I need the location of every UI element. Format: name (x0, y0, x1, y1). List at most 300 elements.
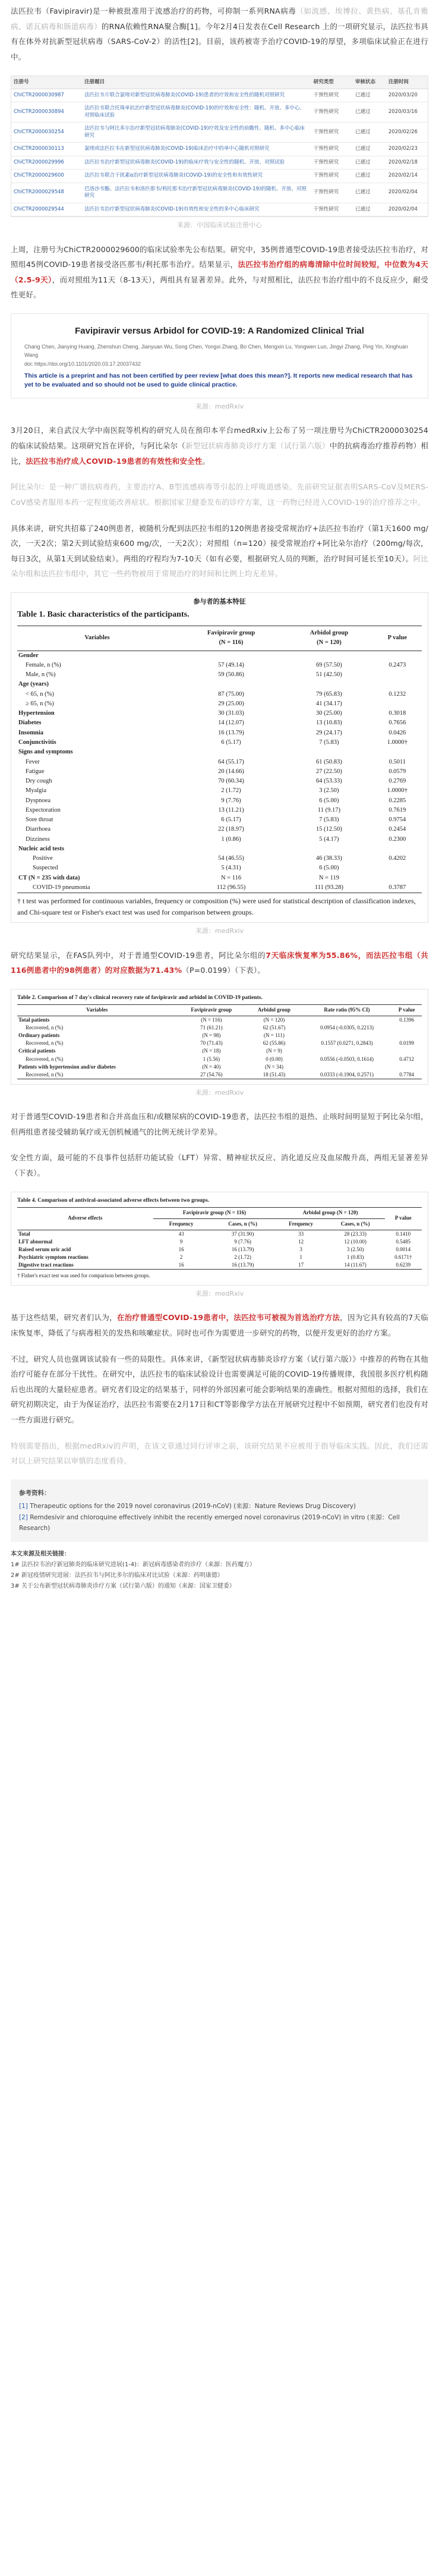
table1-row-label: Conjunctivitis (18, 739, 56, 746)
table1-cell: 30 (25.00) (316, 710, 342, 717)
reference-number: [1] (19, 1503, 28, 1510)
table3-row (17, 1238, 422, 1246)
table1-cell (373, 874, 422, 883)
table1-cell: 0.2769 (389, 778, 406, 785)
paragraph-trial-intro (11, 423, 428, 469)
table1-cell: 0.2300 (389, 835, 406, 843)
references-label: 参考资料： (19, 1489, 50, 1497)
table3-cell: 16 (153, 1261, 210, 1270)
table1-row (17, 718, 422, 728)
table2-cell (302, 1016, 391, 1025)
table2-row (17, 1047, 422, 1055)
table2-cell (302, 1063, 391, 1071)
table1-cell: 29 (25.00) (218, 700, 244, 707)
table1-cell: 51 (42.50) (316, 671, 342, 678)
table1-cell: 70 (60.34) (218, 778, 244, 785)
trial-row (11, 183, 428, 203)
table2-cell: (N = 116) (201, 1017, 222, 1023)
table2-cell: (N = 34) (264, 1063, 284, 1070)
table2-cell (391, 1024, 422, 1032)
table1-cell: 5 (4.31) (221, 865, 241, 872)
trial-date: 2020/02/04 (386, 183, 428, 203)
table1-box (11, 592, 428, 923)
table1-row-label: Gender (18, 652, 39, 659)
table1-row-label: Hypertension (18, 710, 55, 717)
table1-cell: 11 (9.17) (317, 806, 340, 813)
table2-cell: (N = 98) (202, 1032, 221, 1039)
table3-row (17, 1246, 422, 1254)
table3-cell: 0.5485 (396, 1238, 411, 1245)
table1-cell (177, 747, 285, 757)
table1-cell: 6 (5.00) (319, 865, 339, 872)
p2-highlight: 法匹拉韦治疗组的病毒清除中位时间较短，中位数为4天（2.5-9天） (11, 260, 429, 284)
table3-cell: 28 (23.33) (344, 1230, 367, 1237)
table2-cell: 0.0954 (-0.0305, 0.2213) (320, 1025, 374, 1031)
p3-text-b: 中的抗病毒治疗推荐药物）相比， (11, 441, 428, 466)
trial-title-link[interactable]: 法匹拉韦片联合氯喹对新型冠状病毒肺炎(COVID-19)患者的疗效和安全性的随机对照研究 (82, 89, 311, 102)
table2-cell: 0.1396 (399, 1017, 414, 1023)
reference-number: [2] (19, 1513, 28, 1521)
table2-header-cell: Favipiravir group (177, 1005, 247, 1016)
table3-row-label: LFT abnormal (18, 1238, 53, 1245)
table1-cell: 79 (65.83) (316, 690, 342, 698)
table2-cell: 1 (5.56) (203, 1055, 220, 1062)
table2-cell: 0.1557 (0.0271, 0.2843) (321, 1040, 373, 1047)
table1-row (17, 806, 422, 815)
table3-row (17, 1230, 422, 1238)
table1-row-label: Nucleic acid tests (18, 845, 64, 852)
table1-cell: 6 (5.17) (221, 739, 241, 746)
table2-row-label: Recovered, n (%) (26, 1055, 64, 1062)
trial-row (11, 156, 428, 169)
trial-date: 2020/02/14 (386, 169, 428, 183)
table1-cell: 5 (4.17) (319, 835, 339, 843)
table1-cell: 0.9754 (389, 816, 406, 824)
table1-cell: N = 116 (220, 874, 242, 881)
table3-cell: 0.0014 (396, 1246, 411, 1252)
p3-text-a: 3月20日，来自武汉大学中南医院等机构的研究人员在预印本平台medRxiv上公布了另一项注册号为ChiCTR2000030254的临床试验结果。这项研究旨在评价，与阿比朵尔（ (11, 426, 428, 451)
p9-text-c: ，因为它具有较高的7天临床恢复率，降低了与病毒相关的发热和咳嗽症状。同时也可作为需要进一步研究的药物，以便开发更好的治疗方案。 (11, 1313, 428, 1337)
paper-preprint-warning: This article is a preprint and has not been certified by peer review [what does this mean?]. It reports new medical research that has yet to be evaluated and so should not be used to guide clinical practice. (24, 372, 413, 388)
table1-cell: 1.0000† (387, 787, 408, 794)
table1-cell: 0.2454 (389, 826, 406, 833)
intro-paragraph (11, 4, 428, 65)
table2-cell: 71 (61.21) (200, 1025, 223, 1031)
table2-row (17, 1039, 422, 1047)
table3-row (17, 1261, 422, 1270)
table3-header-cell: P value (385, 1207, 422, 1230)
trial-title-link[interactable]: 法匹拉韦联合干扰素α治疗新型冠状病毒肺炎(COVID-19)的安全性和有效性研究 (82, 169, 311, 183)
p3-highlight: 法匹拉韦治疗成人COVID-19患者的有效性和安全性 (26, 456, 203, 466)
table2-cell (391, 1063, 422, 1071)
intro-text-end: 的RNA依赖性RNA聚合酶[1]。今年2月4日发表在Cell Research 上的一项研究显示，法匹拉韦具有在体外对抗新型冠状病毒（SARS-CoV-2）的活性[2]。目前，该药被寄予治疗COVID-19的厚望，多项临床试验正在进行中。 (11, 21, 428, 61)
table3-cell: 37 (31.90) (231, 1230, 254, 1237)
reference-text[interactable]: Therapeutic options for the 2019 novel coronavirus (2019-nCoV) (来源：Nature Reviews Drug Discovery) (30, 1503, 356, 1510)
table1-cell: 6 (5.17) (221, 816, 241, 824)
table1-cell: 0.7656 (389, 720, 406, 727)
table1-row-label: Insomnia (18, 729, 44, 736)
trial-registration-link[interactable]: ChiCTR2000030113 (11, 143, 82, 156)
trial-row (11, 122, 428, 143)
p5-muted: 阿比朵尔组和法匹拉韦组中，其它一些药物被用于常规治疗的时间和比例上均无差异。 (11, 554, 428, 579)
table2-row-label: Recovered, n (%) (26, 1040, 64, 1047)
table1-row-label: Diarrhoea (26, 826, 50, 833)
trial-status: 已通过 (353, 156, 386, 169)
table1-cell: 0.1232 (389, 690, 406, 698)
table3-cell: 12 (10.00) (344, 1238, 367, 1245)
table1-row-label: Fatigue (26, 768, 45, 775)
table1-cell (285, 651, 372, 661)
table1-row (17, 758, 422, 767)
table2-cell: 0.0199 (399, 1040, 414, 1047)
trial-registration-link[interactable]: ChiCTR2000030987 (11, 89, 82, 102)
trial-registration-link[interactable]: ChiCTR2000029996 (11, 156, 82, 169)
table2-row (17, 1016, 422, 1025)
table3-cell: 33 (298, 1230, 304, 1237)
table2-row-label: Patients with hypertension and/or diabetes (18, 1063, 116, 1070)
trial-date: 2020/02/18 (386, 156, 428, 169)
table3-cell: 1 (299, 1254, 302, 1260)
table1-cell: 64 (55.17) (218, 758, 244, 765)
table1-row (17, 863, 422, 873)
table1-cell: 20 (14.66) (218, 768, 244, 775)
reference-text[interactable]: Remdesivir and chloroquine effectively inhibit the recently emerged novel coronavirus (2019-nCoV) in vitro (来源：Cell Research) (19, 1513, 400, 1532)
table1-cell: 0.7619 (389, 806, 406, 813)
table2-source: 来源：medRxiv (195, 1088, 244, 1097)
table1-row-label: Dizziness (26, 835, 50, 843)
trial-status: 已通过 (353, 169, 386, 183)
table3-subheader-cell: Frequency (276, 1218, 326, 1230)
table1-header-cell: Favipiravir group (N = 116) (177, 626, 285, 651)
table1-cell (373, 651, 422, 661)
p6-text-c: （P=0.0199）（下表）。 (182, 966, 266, 975)
table3-cell: 9 (179, 1238, 183, 1245)
p2-text-a: 上周，注册号为ChiCTR2000029600的临床试验率先公布结果。研究中，35例普通型COVID-19患者接受法匹拉韦治疗，对照组45例COVID-19患者接受洛匹那韦/利托那韦治疗。结果显示， (11, 244, 428, 269)
table1-row (17, 680, 422, 689)
paragraph-arbidol-note: 阿比朵尔：是一种广谱抗病毒药，主要治疗A、B型流感病毒等引起的上呼吸道感染。先前研究证据表明SARS-CoV及MERS-CoV感染者服用本药一定程度能改善症状。根据国家卫健委发布的诊疗方案，这一药物已经进入COVID-19的治疗推荐之中。 (11, 482, 428, 507)
trial-registration-link[interactable]: ChiCTR2000029600 (11, 169, 82, 183)
trial-type: 干预性研究 (311, 156, 353, 169)
trial-title-link[interactable]: 法匹拉韦治疗新型冠状病毒肺炎(COVID-19)有效性和安全性的多中心临床研究 (82, 203, 311, 216)
paper-header (11, 313, 428, 398)
table1-cell: 30 (31.03) (218, 710, 244, 717)
trial-type: 干预性研究 (311, 203, 353, 216)
table3-cell: 9 (7.76) (234, 1238, 251, 1245)
table1-row (17, 738, 422, 747)
related-link[interactable]: 2# 新冠疫情研究进展：法匹拉韦与阿比多尔的临床对比试验（来源：药明康德） (11, 1572, 223, 1579)
table1-cell (285, 680, 372, 689)
table1-cell (373, 670, 422, 680)
table1-row-label: Positive (33, 855, 53, 862)
table2-cell: (N = 40) (202, 1063, 221, 1070)
table1-top-title: 参与者的基本特征 (193, 598, 246, 606)
related-label: 本文来源及相关链接： (11, 1551, 70, 1558)
table2-cell: (N = 18) (202, 1048, 221, 1054)
table1-cell (177, 844, 285, 854)
table3-row-label: Raised serum uric acid (18, 1246, 71, 1252)
related-link[interactable]: 3# 关于公布新型冠状病毒肺炎诊疗方案（试行第六版）的通知（来源：国家卫健委） (11, 1583, 235, 1590)
table1-row-label: Myalgia (26, 787, 46, 794)
table1-row (17, 651, 422, 661)
table1-cell: 61 (50.83) (316, 758, 342, 765)
p3-text-d: 。 (202, 456, 210, 466)
table2-cell: 70 (71.43) (200, 1040, 223, 1047)
table1 (17, 626, 422, 893)
table2-cell: 0.0333 (-0.1904, 0.2571) (302, 1071, 391, 1079)
table2-cell: 0.4712 (399, 1055, 414, 1062)
table1-cell (285, 844, 372, 854)
table3-cell: 16 (13.79) (231, 1246, 254, 1252)
table3-caption: Table 4. Comparison of antiviral-associated adverse effects between two groups. (17, 1197, 210, 1204)
table3-header-cell: Adverse effects (17, 1207, 153, 1230)
trial-registration-link[interactable]: ChiCTR2000030894 (11, 102, 82, 122)
table2-row (17, 1063, 422, 1071)
trial-title-link[interactable]: 法匹拉韦联合托珠单抗治疗新型冠状病毒肺炎(COVID-19)的疗效和安全性：随机、开放、多中心、对照临床试验 (82, 102, 311, 122)
table2-row-label: Ordinary patients (18, 1032, 60, 1039)
table2-box (11, 989, 428, 1085)
trial-status: 已通过 (353, 203, 386, 216)
table1-row (17, 835, 422, 844)
table1-cell: 46 (38.33) (316, 855, 342, 862)
reference-item (19, 1501, 420, 1512)
paper-title: Favipiravir versus Arbidol for COVID-19: A Randomized Clinical Trial (75, 326, 364, 337)
table2-cell (391, 1032, 422, 1039)
related-list (11, 1560, 428, 1592)
table1-cell (373, 844, 422, 854)
table2-row (17, 1055, 422, 1063)
table2-cell (302, 1032, 391, 1039)
table2-header-cell: Arbidol group (246, 1005, 302, 1016)
table1-header-cell: Arbidol group (N = 120) (285, 626, 372, 651)
trial-status: 已通过 (353, 89, 386, 102)
table3-subheader-cell: Cases, n (%) (326, 1218, 385, 1230)
table3-cell: 12 (298, 1238, 304, 1245)
table1-cell: N = 119 (318, 874, 339, 881)
trials-table (11, 76, 428, 217)
table1-row-label: Suspected (33, 865, 58, 872)
table1-row-label: Male, n (%) (26, 671, 56, 678)
p5-text-a: 具体来讲，研究共招募了240例患者，被随机分配到法匹拉韦组的120例患者接受常规治疗+法匹拉韦治疗（第1天1600 mg/次，一天2次；第2天到试验结束600 mg/次，一天2次）；对照组（n=120）接受常规治疗+阿比朵尔治疗（200mg/每次，每日3次，从第1天到试验结束）。两组的疗程均为7-10天（如有必要，根据研究人员的判断，治疗时间可延长至10天）。 (11, 523, 428, 563)
table1-row (17, 777, 422, 786)
table3-cell: 3 (299, 1246, 302, 1252)
trial-registration-link[interactable]: ChiCTR2000030254 (11, 122, 82, 143)
table1-row-label: Signs and symptoms (18, 749, 73, 756)
table1-row (17, 690, 422, 699)
table2-cell: (N = 111) (264, 1032, 285, 1039)
table3-cell: 17 (276, 1261, 326, 1270)
trials-header-cell: 审核状态 (353, 76, 386, 89)
table2-cell: 27 (54.76) (177, 1071, 247, 1079)
paragraph-disclaimer: 特别需要指出，根据medRxiv的声明，在该文章通过同行评审之前，该研究结果不应被用于指导临床实践。因此，我们还需对以上研究结果以审慎的态度看待。 (11, 1441, 428, 1466)
table1-cell (373, 680, 422, 689)
paragraph-method (11, 521, 428, 582)
table1-cell: 2 (1.72) (221, 787, 241, 794)
table1-row (17, 699, 422, 709)
table1-row (17, 670, 422, 680)
intro-text-muted: （如流感、埃博拉、黄热病、基孔肯雅病、诺瓦病毒和肠道病毒） (11, 7, 428, 31)
p6-highlight: 7天临床恢复率为55.86%，而法匹拉韦组（共116例患者中的98例患者）的对应数据为71.43% (11, 950, 428, 975)
table1-cell: 16 (13.79) (218, 729, 244, 736)
article (0, 4, 439, 1598)
table2-cell: (N = 9) (266, 1048, 282, 1054)
table3-cell: 16 (178, 1246, 184, 1252)
related-link[interactable]: 1# 法匹拉韦治疗新冠肺炎的临床研究进展(1-4)：新冠病毒感染者的诊疗（来源：医药魔方） (11, 1562, 256, 1569)
table2-cell: 18 (51.43) (246, 1071, 302, 1079)
table1-cell: 59 (50.86) (218, 671, 244, 678)
trial-title-link[interactable]: 法匹拉韦与阿比多尔治疗新型冠状病毒肺炎(COVID-19)疗效及安全性的前瞻性、随机、多中心临床研究 (82, 122, 311, 143)
table3-cell: 14 (11.67) (326, 1261, 385, 1270)
table1-cell: 64 (53.33) (316, 778, 342, 785)
trial-status: 已通过 (353, 122, 386, 143)
table2-row (17, 1071, 422, 1079)
paragraph-first-results (11, 242, 428, 303)
table1-cell: 13 (10.83) (316, 720, 342, 727)
paragraph-symptoms: 对于普通型COVID-19患者和合并高血压和/或糖尿病的COVID-19患者，法匹拉韦组的退热、止咳时间明显短于阿比朵尔组，但两组患者接受辅助氧疗或无创机械通气的比例无统计学差异。 (11, 1112, 428, 1136)
table1-header-cell: Variables (17, 626, 177, 651)
table2-cell: 62 (55.86) (263, 1040, 286, 1047)
table1-cell: 7 (5.83) (319, 816, 339, 824)
p9-text-a: 基于这些结果，研究者们认为， (11, 1313, 117, 1322)
table3-subheader-cell: Cases, n (%) (210, 1218, 276, 1230)
paper-caption: 来源：medRxiv (195, 403, 244, 411)
table1-cell: 0.3787 (373, 883, 422, 893)
table2-cell: 62 (51.67) (263, 1025, 286, 1031)
table2-caption: Table 2. Comparison of 7 day's clinical recovery rate of favipiravir and arbidol in COVID-19 patients. (17, 995, 263, 1001)
trials-header-cell: 注册时间 (386, 76, 428, 89)
table1-row-label: Expectoration (26, 806, 61, 813)
table1-row-label: CT (N = 235 with data) (18, 874, 80, 881)
trial-registration-link[interactable]: ChiCTR2000029548 (11, 183, 82, 203)
trial-date: 2020/02/04 (386, 203, 428, 216)
trial-date: 2020/02/26 (386, 122, 428, 143)
table2-cell: 0.7784 (391, 1071, 422, 1079)
paper-doi-link[interactable]: doi: https://doi.org/10.1101/2020.03.17.20037432 (24, 361, 141, 367)
table1-row-label: Sore throat (26, 816, 53, 824)
table3-row-label: Total (18, 1230, 30, 1237)
table2-cell (391, 1047, 422, 1055)
table1-cell: 14 (12.07) (218, 720, 244, 727)
references-list (19, 1501, 420, 1534)
table1-cell: 57 (49.14) (218, 661, 244, 668)
table1-cell: 22 (18.97) (218, 826, 244, 833)
table3-footnote: † Fisher's exact test was used for comparison between groups. (17, 1272, 150, 1278)
table1-cell: 112 (96.55) (177, 883, 285, 893)
table1-row (17, 874, 422, 883)
table1-cell: 6 (5.00) (319, 797, 339, 804)
table1-cell (177, 680, 285, 689)
table3-cell: 16 (13.79) (210, 1261, 276, 1270)
table1-row-label: Dyspnoea (26, 797, 50, 804)
table1-cell: 111 (93.28) (285, 883, 372, 893)
table1-cell: 7 (5.83) (319, 739, 339, 746)
table1-row (17, 815, 422, 825)
table1-row-label: Age (years) (18, 681, 49, 688)
table3-header-cell: Favipiravir group (N = 116) (153, 1207, 276, 1218)
table2-row-label: Recovered, n (%) (26, 1025, 64, 1031)
trial-type: 干预性研究 (311, 122, 353, 143)
paragraph-limitations: 不过，研究人员也强调该试验有一些的局限性。具体来讲，《新型冠状病毒肺炎诊疗方案（试行第六版）》中推荐的药物在其他治疗可能存在部分干扰性。在研究中，法匹拉韦的临床试验设计也需要满足可能的COVID-19传播规律，我国很多医疗机构随后也出现的大量轻症患者。研究者们设定的结果基于，同样的外部因素可能会影响结果的准确性。根据对照组的选择，我们在研究初期决定，由于为保证治疗，法匹拉韦需要在2月17日和CT等影像学方法在开展研究过程中不如预期，研究者们也没有对一些方面进行研究。 (11, 1354, 428, 1425)
table1-cell: 1 (0.86) (221, 835, 241, 843)
table1-row-label: < 65, n (%) (26, 690, 54, 698)
table2-cell: 0.0556 (-0.0503, 0.1614) (320, 1055, 374, 1062)
trial-title-link[interactable]: 氯喹或法匹拉韦在新型冠状病毒肺炎(COVID-19)临床治疗中的单中心随机对照研究 (82, 143, 311, 156)
trial-type: 干预性研究 (311, 89, 353, 102)
table2-row (17, 1032, 422, 1039)
reference-item (19, 1512, 420, 1534)
table1-row (17, 661, 422, 670)
table1-cell: 9 (7.76) (221, 797, 241, 804)
table1-row-label: COVID-19 pneumonia (17, 883, 177, 893)
table3 (17, 1207, 422, 1270)
table1-footnote: † t test was performed for continuous variables, frequency or composition (%) were used for statistical description of classification indexes, and Chi-square test or Fisher's exact test was used for comparison between groups. (17, 897, 416, 916)
table3-row-label: Digestive tract reactions (17, 1261, 153, 1270)
table1-cell (373, 699, 422, 709)
table2-row (17, 1024, 422, 1032)
trial-title-link[interactable]: 法匹拉韦治疗新型冠状病毒肺炎(COVID-19)的临床疗效与安全性的随机、开放、对照试验 (82, 156, 311, 169)
table1-cell: 15 (12.50) (316, 826, 342, 833)
trial-row (11, 169, 428, 183)
table1-cell: 1.0000† (387, 739, 408, 746)
trial-type: 干预性研究 (311, 102, 353, 122)
table3-cell: 43 (178, 1230, 184, 1237)
table1-row (17, 796, 422, 806)
table1-cell: 0.0426 (389, 729, 406, 736)
paragraph-recovery (11, 948, 428, 978)
trial-date: 2020/03/16 (386, 102, 428, 122)
trial-status: 已通过 (353, 102, 386, 122)
table3-cell: 3 (2.50) (346, 1246, 364, 1252)
trial-row (11, 89, 428, 102)
table1-row (17, 767, 422, 777)
table1-cell: 3 (2.50) (319, 787, 339, 794)
trials-caption: 来源：中国临床试验注册中心 (177, 221, 262, 230)
table1-cell: 0.0579 (389, 768, 406, 775)
table3-row (17, 1254, 422, 1261)
table1-cell: 87 (75.00) (218, 690, 244, 698)
paragraph-safety: 安全性方面，最可能的不良事件包括肝功能试验（LFT）异常、精神症状反应、消化道反应及血尿酸升高，两组无显著差异（下表）。 (11, 1153, 428, 1177)
table1-row (17, 844, 422, 854)
table1-cell: 54 (46.55) (218, 855, 244, 862)
table1-row-label: Fever (26, 758, 40, 765)
table1-row (17, 854, 422, 863)
trial-registration-link[interactable]: ChiCTR2000029544 (11, 203, 82, 216)
table2-row-label: Critical patients (18, 1048, 56, 1054)
table1-row (17, 747, 422, 757)
table3-cell: 1 (0.83) (346, 1254, 364, 1260)
p3-muted: 新型冠状病毒肺炎诊疗方案（试行第六版） (185, 441, 330, 451)
table1-source: 来源：medRxiv (195, 927, 244, 935)
table1-cell (285, 747, 372, 757)
table2-row-label: Recovered, n (%) (17, 1071, 177, 1079)
table3-source: 来源：medRxiv (195, 1289, 244, 1298)
trial-title-link[interactable]: 巴洛沙韦酯、法匹拉韦和洛匹那韦/利托那韦治疗新型冠状病毒肺炎(COVID-19)的随机、开放、对照研究 (82, 183, 311, 203)
trial-status: 已通过 (353, 183, 386, 203)
table2-cell: (N = 120) (263, 1017, 285, 1023)
intro-text-start: 法匹拉韦（Favipiravir)是一种被批准用于流感治疗的药物，可抑制一系列RNA病毒 (11, 7, 296, 15)
trial-type: 干预性研究 (311, 169, 353, 183)
table2-header-cell: Rate ratio (95% CI) (302, 1005, 391, 1016)
table1-cell: 41 (34.17) (316, 700, 342, 707)
trials-header-cell: 注册题目 (82, 76, 311, 89)
table1-row (17, 786, 422, 796)
table2-cell: 0 (0.00) (266, 1055, 283, 1062)
table1-cell: 29 (24.17) (316, 729, 342, 736)
trial-row (11, 102, 428, 122)
trial-row (11, 203, 428, 216)
table1-cell (177, 651, 285, 661)
trial-date: 2020/03/20 (386, 89, 428, 102)
table3-subheader-cell: Frequency (153, 1218, 210, 1230)
